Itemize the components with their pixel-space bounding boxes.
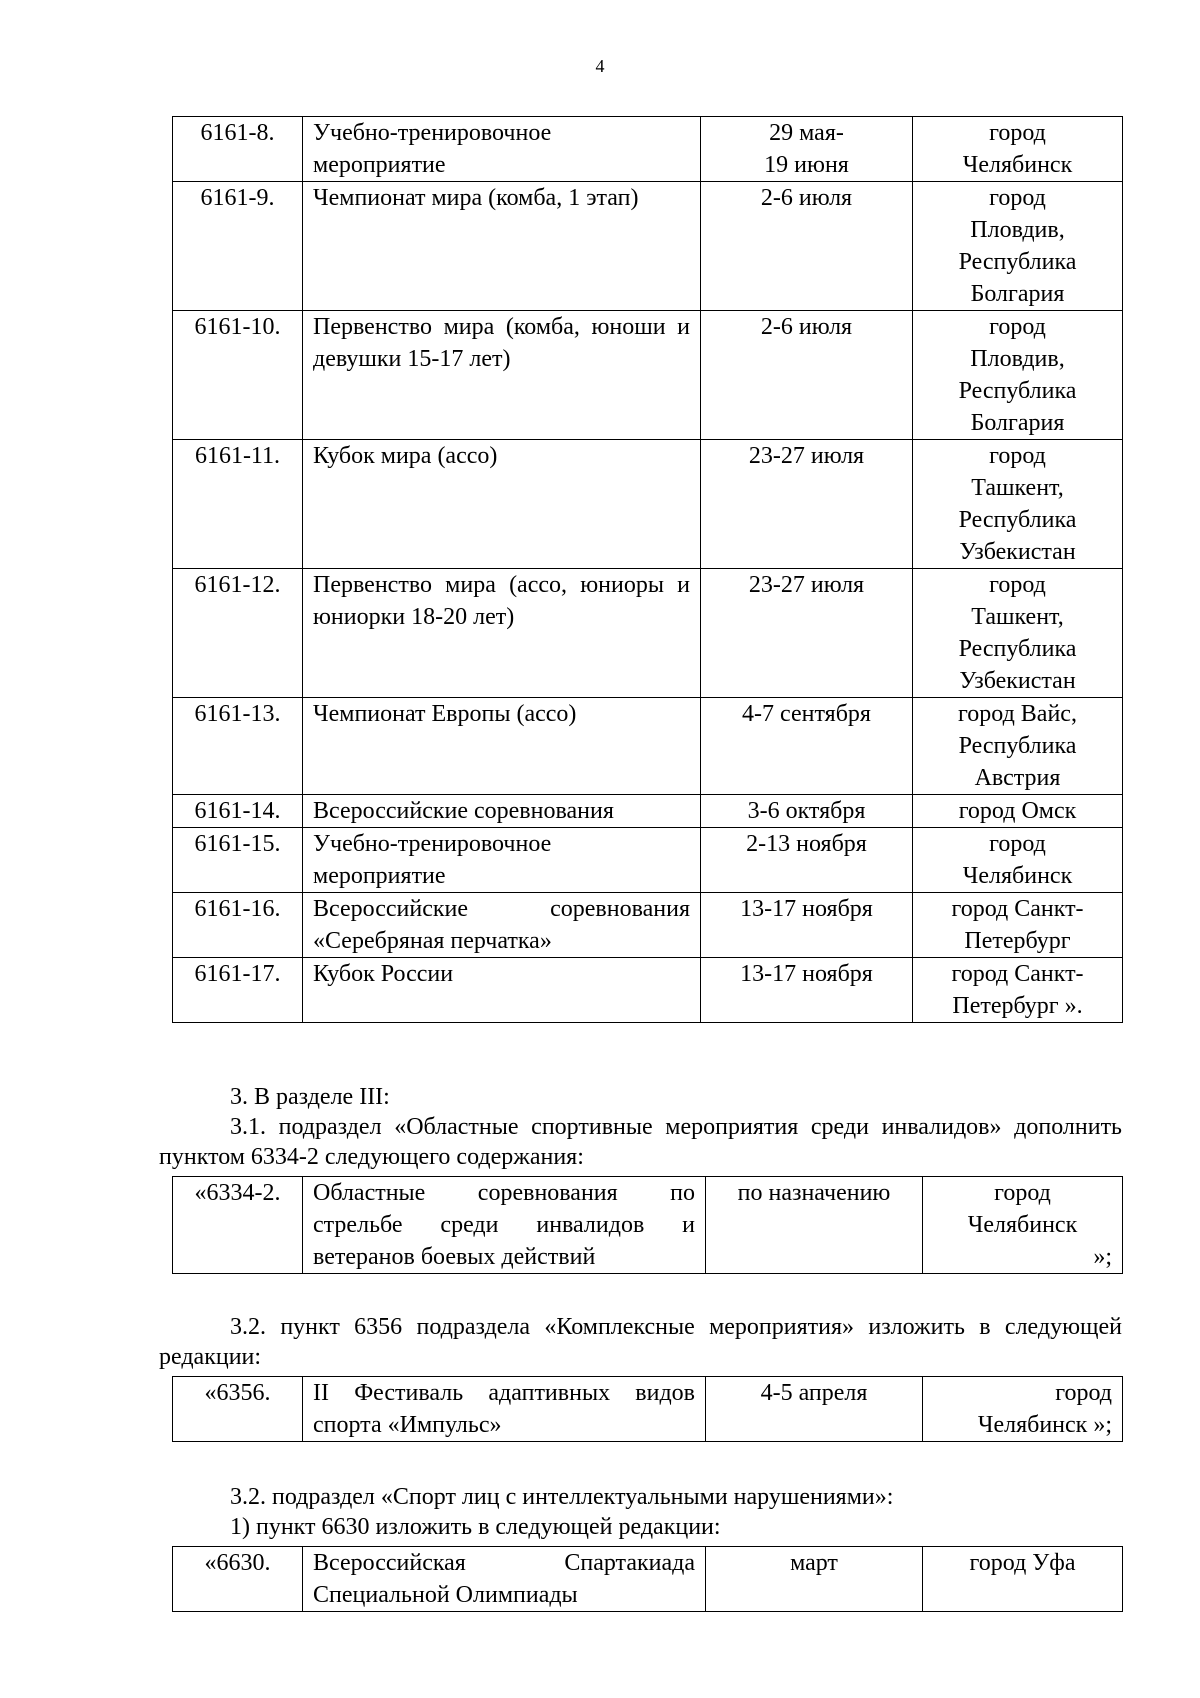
- event-name: Всероссийские соревнования «Серебряная перчатка»: [303, 893, 701, 958]
- event-place: город Пловдив, Республика Болгария: [913, 182, 1123, 311]
- event-date: 13-17 ноября: [701, 893, 913, 958]
- event-name: Всероссийские соревнования: [303, 795, 701, 828]
- table-row: [173, 828, 1123, 893]
- event-name: Всероссийская Спартакиада Специальной Олимпиады: [303, 1547, 706, 1612]
- table-row: [173, 182, 1123, 311]
- event-name: Учебно-тренировочное мероприятие: [303, 828, 701, 893]
- table-row: [173, 311, 1123, 440]
- item-6334-2-table: [172, 1176, 1123, 1274]
- row-number: 6161-9.: [173, 182, 303, 311]
- event-place: город Санкт- Петербург ».: [913, 958, 1123, 1023]
- event-place: город Челябинск »;: [923, 1377, 1123, 1442]
- event-name: Чемпионат мира (комба, 1 этап): [303, 182, 701, 311]
- event-place: город Вайс, Республика Австрия: [913, 698, 1123, 795]
- event-date: 4-5 апреля: [706, 1377, 923, 1442]
- table-row: [173, 1177, 1123, 1274]
- row-number: 6161-16.: [173, 893, 303, 958]
- paragraph-3-2-subsection: 3.2. подраздел «Спорт лиц с интеллектуальными нарушениями»:: [230, 1484, 894, 1510]
- row-number: 6161-12.: [173, 569, 303, 698]
- item-6630-table: [172, 1546, 1123, 1612]
- event-date: 2-6 июля: [701, 182, 913, 311]
- event-name: Областные соревнования по стрельбе среди инвалидов и ветеранов боевых действий: [303, 1177, 706, 1274]
- event-date: 3-6 октября: [701, 795, 913, 828]
- item-6356-table: [172, 1376, 1123, 1442]
- row-number: 6161-11.: [173, 440, 303, 569]
- event-name: Кубок России: [303, 958, 701, 1023]
- paragraph-3-1: 3.1. подраздел «Областные спортивные мероприятия среди инвалидов» дополнить пунктом 6334-2 следующего содержания:: [159, 1114, 1122, 1170]
- table-row: [173, 698, 1123, 795]
- event-date: 29 мая- 19 июня: [701, 117, 913, 182]
- row-number: 6161-8.: [173, 117, 303, 182]
- closing-quote: »;: [1093, 1244, 1112, 1270]
- event-date: по назначению: [706, 1177, 923, 1274]
- event-place: город Омск: [913, 795, 1123, 828]
- place-text: город Челябинск: [967, 1180, 1078, 1238]
- page-number: 4: [595, 56, 605, 76]
- event-name: II Фестиваль адаптивных видов спорта «Импульс»: [303, 1377, 706, 1442]
- event-date: 23-27 июля: [701, 440, 913, 569]
- event-date: 13-17 ноября: [701, 958, 913, 1023]
- event-place: город Ташкент, Республика Узбекистан: [913, 440, 1123, 569]
- event-date: март: [706, 1547, 923, 1612]
- event-place: город Санкт- Петербург: [913, 893, 1123, 958]
- row-number: «6630.: [173, 1547, 303, 1612]
- event-place: [923, 1177, 1123, 1274]
- event-name: Учебно-тренировочное мероприятие: [303, 117, 701, 182]
- event-place: город Челябинск: [913, 117, 1123, 182]
- row-number: «6356.: [173, 1377, 303, 1442]
- event-date: 2-13 ноября: [701, 828, 913, 893]
- event-date: 2-6 июля: [701, 311, 913, 440]
- event-name: Первенство мира (комба, юноши и девушки 15-17 лет): [303, 311, 701, 440]
- table-row: [173, 569, 1123, 698]
- table-row: [173, 1547, 1123, 1612]
- row-number: 6161-13.: [173, 698, 303, 795]
- event-place: город Уфа: [923, 1547, 1123, 1612]
- event-place: город Челябинск: [913, 828, 1123, 893]
- table-row: [173, 440, 1123, 569]
- paragraph-3-2-items: 3.2. пункт 6356 подраздела «Комплексные мероприятия» изложить в следующей редакции:: [159, 1314, 1122, 1370]
- table-row: [173, 795, 1123, 828]
- row-number: 6161-10.: [173, 311, 303, 440]
- table-row: [173, 1377, 1123, 1442]
- event-name: Кубок мира (ассо): [303, 440, 701, 569]
- table-row: [173, 958, 1123, 1023]
- row-number: 6161-17.: [173, 958, 303, 1023]
- row-number: «6334-2.: [173, 1177, 303, 1274]
- paragraph-item-1: 1) пункт 6630 изложить в следующей редакции:: [230, 1514, 721, 1540]
- section-heading: 3. В разделе III:: [230, 1084, 390, 1110]
- event-name: Чемпионат Европы (ассо): [303, 698, 701, 795]
- row-number: 6161-14.: [173, 795, 303, 828]
- event-date: 23-27 июля: [701, 569, 913, 698]
- event-place: город Ташкент, Республика Узбекистан: [913, 569, 1123, 698]
- table-row: [173, 893, 1123, 958]
- events-table: [172, 116, 1123, 1023]
- event-date: 4-7 сентября: [701, 698, 913, 795]
- row-number: 6161-15.: [173, 828, 303, 893]
- table-row: [173, 117, 1123, 182]
- event-name: Первенство мира (ассо, юниоры и юниорки 18-20 лет): [303, 569, 701, 698]
- event-place: город Пловдив, Республика Болгария: [913, 311, 1123, 440]
